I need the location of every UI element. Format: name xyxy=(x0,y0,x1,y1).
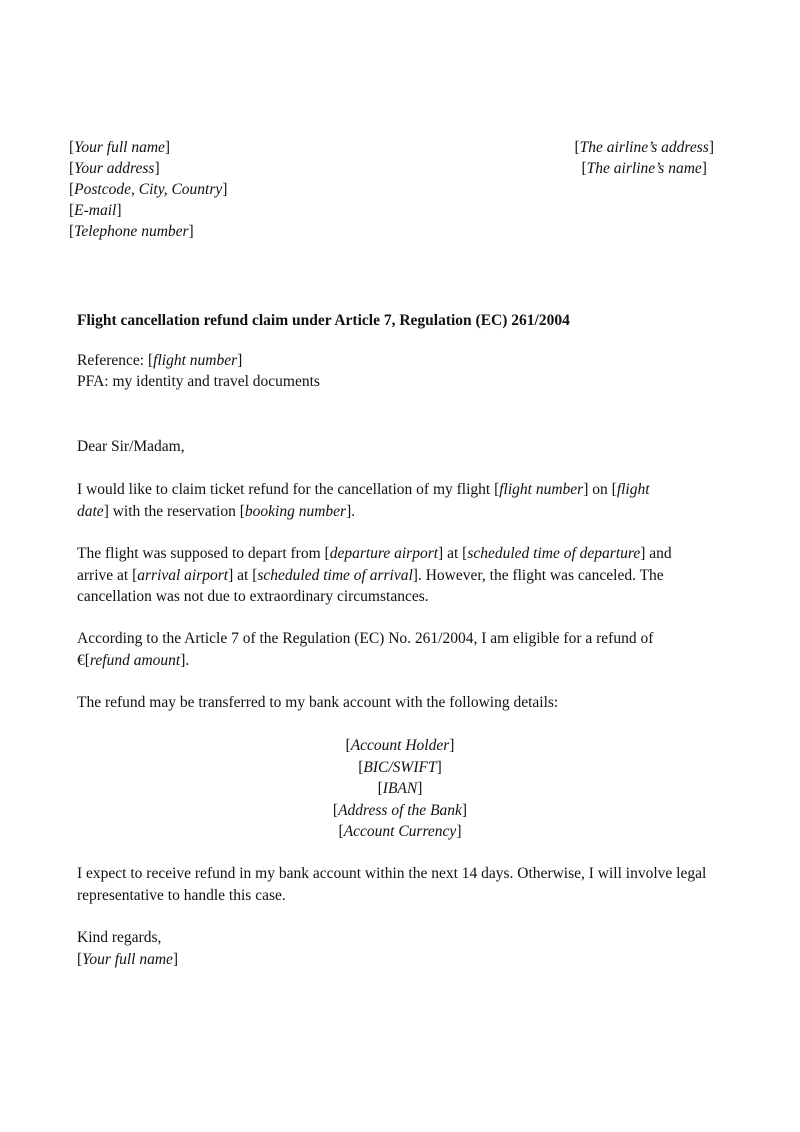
closing-block xyxy=(77,927,732,970)
closing: Kind regards, xyxy=(77,929,162,946)
reference-block xyxy=(77,350,320,392)
paragraph-flight-details: The flight was supposed to depart from [departure airport] at [scheduled time of departure] and arrive at [arrival airport] at [scheduled time of arrival]. However, the flight was canceled. The cancellation was not due to extraordinary circumstances. xyxy=(77,545,672,605)
recipient-address: [The airline’s address] xyxy=(574,139,714,156)
recipient-name: [The airline’s name] xyxy=(581,160,707,177)
bank-account-holder: [Account Holder] xyxy=(345,737,455,754)
paragraph-eligibility: According to the Article 7 of the Regulation (EC) No. 261/2004, I am eligible for a refund of €[refund amount]. xyxy=(77,630,654,669)
signature-name: [Your full name] xyxy=(77,950,179,968)
sender-name: [Your full name] xyxy=(69,139,171,156)
recipient-block xyxy=(574,137,714,179)
bank-details xyxy=(0,735,800,843)
sender-postcode-city-country: [Postcode, City, Country] xyxy=(69,181,228,198)
sender-block xyxy=(69,137,227,242)
sender-address: [Your address] xyxy=(69,160,160,177)
bank-iban: [IBAN] xyxy=(377,780,423,797)
sender-email: [E-mail] xyxy=(69,202,122,219)
greeting: Dear Sir/Madam, xyxy=(77,438,185,455)
bank-currency: [Account Currency] xyxy=(338,823,462,840)
paragraph-claim: I would like to claim ticket refund for the cancellation of my flight [flight number] on [flight date] with the reservation [booking number]. xyxy=(77,481,650,520)
sender-phone: [Telephone number] xyxy=(69,223,194,240)
letter-title: Flight cancellation refund claim under Article 7, Regulation (EC) 261/2004 xyxy=(77,312,570,329)
paragraph-bank-intro: The refund may be transferred to my bank account with the following details: xyxy=(77,694,559,711)
bank-address: [Address of the Bank] xyxy=(332,801,468,819)
pfa-line: PFA: my identity and travel documents xyxy=(77,373,320,390)
reference-line: Reference: [flight number] xyxy=(77,352,243,369)
paragraph-deadline: I expect to receive refund in my bank account within the next 14 days. Otherwise, I will involve legal representative to handle this case. xyxy=(77,865,707,904)
bank-bic: [BIC/SWIFT] xyxy=(358,758,442,776)
